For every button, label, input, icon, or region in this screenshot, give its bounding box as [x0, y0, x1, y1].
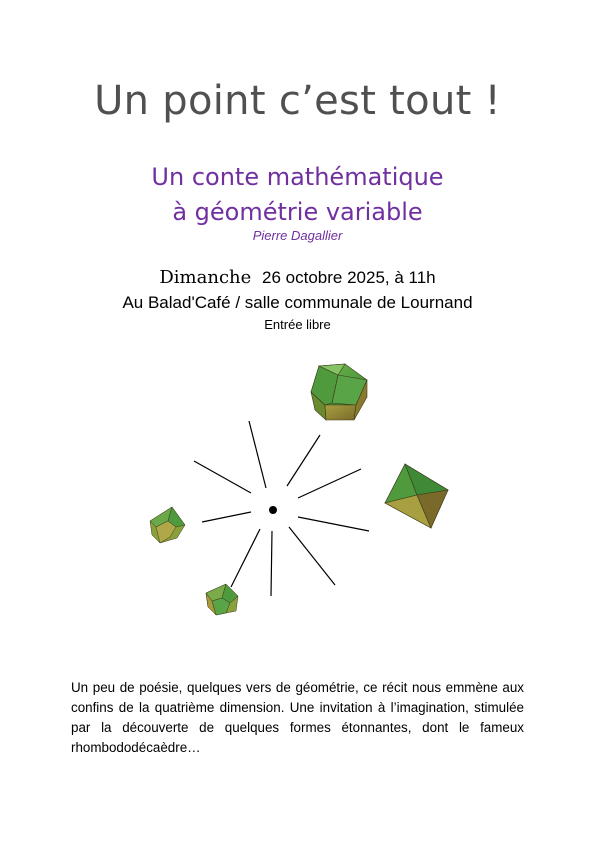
ray — [287, 435, 320, 486]
ray — [298, 517, 369, 531]
event-entry: Entrée libre — [264, 317, 331, 332]
ray — [194, 461, 251, 493]
page-title: Un point c’est tout ! — [94, 78, 501, 124]
rhombic-dodecahedron-left — [150, 507, 185, 543]
subtitle-line-2: à géométrie variable — [172, 198, 423, 226]
event-date-time: 26 octobre 2025, à 11h — [262, 268, 436, 287]
ray — [249, 421, 266, 488]
rhombic-dodecahedron-top — [311, 364, 367, 420]
rhombic-dodecahedron-bottom — [206, 584, 238, 615]
event-venue: Au Balad'Café / salle communale de Lournand — [122, 293, 473, 312]
geometry-illustration — [0, 355, 595, 625]
event-day: Dimanche — [159, 267, 252, 288]
octahedron — [385, 464, 448, 528]
ray — [271, 531, 272, 596]
rays — [194, 421, 369, 596]
subtitle — [0, 160, 595, 230]
ray — [231, 529, 260, 587]
author-name: Pierre Dagallier — [252, 228, 343, 243]
ray — [202, 512, 251, 522]
subtitle-line-1: Un conte mathématique — [151, 163, 444, 191]
center-point — [269, 506, 277, 514]
ray — [298, 469, 361, 498]
event-date — [0, 267, 595, 288]
ray — [289, 527, 335, 585]
description: Un peu de poésie, quelques vers de géométrie, ce récit nous emmène aux confins de la quatrième dimension. Une invitation à l’imagination, stimulée par la découverte de quelques formes étonnantes, dont le fameux rhombododécaèdre… — [71, 680, 524, 755]
